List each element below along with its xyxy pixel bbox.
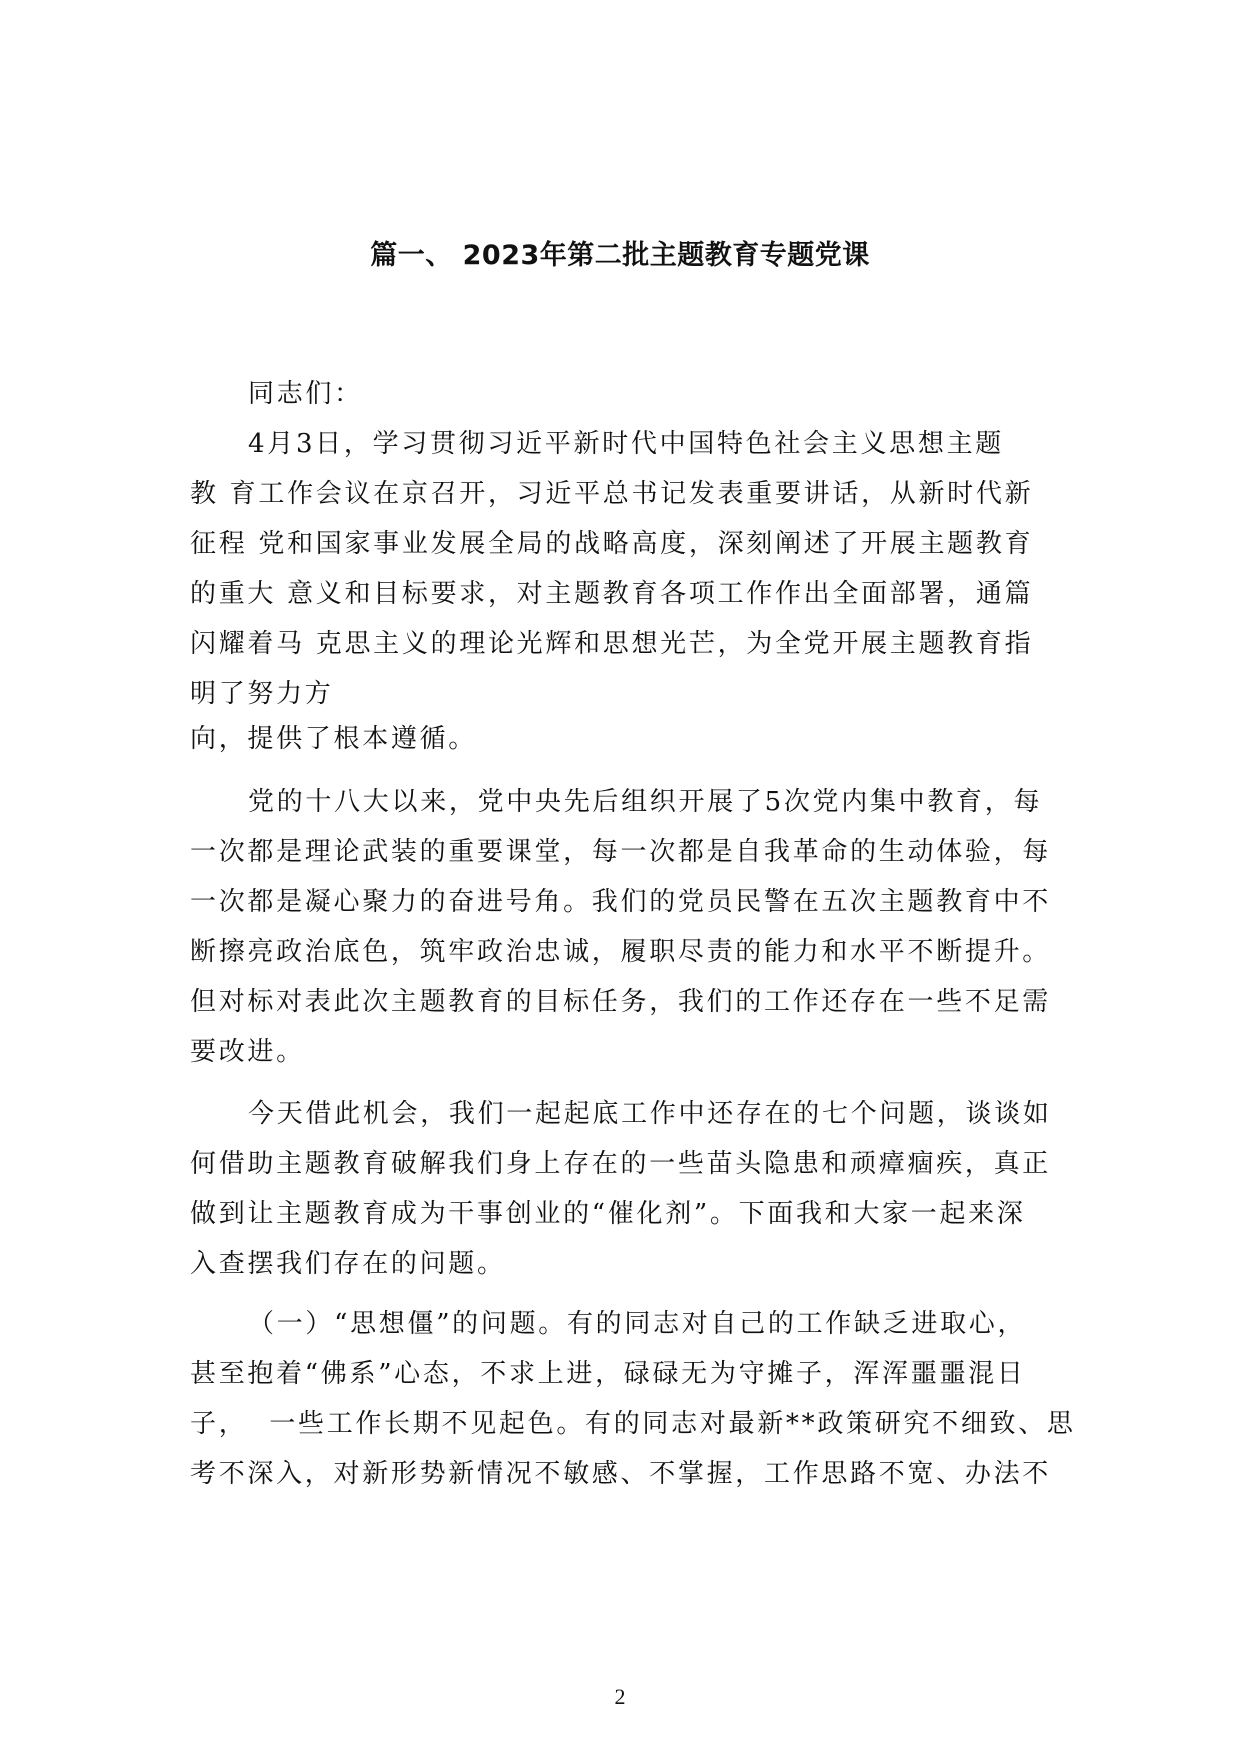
text-line: 4月3日，学习贯彻习近平新时代中国特色社会主义思想主题 xyxy=(248,429,1004,459)
text-line: 征程 党和国家事业发展全局的战略高度，深刻阐述了开展主题教育 xyxy=(190,529,1034,559)
text-line: 明了努力方 xyxy=(190,679,334,709)
page-number: 2 xyxy=(614,1684,626,1709)
text-line: （一）“思想僵”的问题。有的同志对自己的工作缺乏进取心， xyxy=(248,1309,1027,1339)
text-line: 一次都是凝心聚力的奋进号角。我们的党员民警在五次主题教育中不 xyxy=(190,887,1052,917)
text-line: 向，提供了根本遵循。 xyxy=(190,724,478,754)
text-line: 的重大 意义和目标要求，对主题教育各项工作作出全面部署，通篇 xyxy=(190,579,1034,609)
text-line: 考不深入，对新形势新情况不敏感、不掌握，工作思路不宽、办法不 xyxy=(190,1459,1052,1489)
text-line: 甚至抱着“佛系”心态，不求上进，碌碌无为守摊子，浑浑噩噩混日 xyxy=(190,1359,1026,1389)
text-line: 同志们： xyxy=(248,379,363,409)
text-line: 今天借此机会，我们一起起底工作中还存在的七个问题，谈谈如 xyxy=(248,1099,1052,1129)
text-line: 党的十八大以来，党中央先后组织开展了5次党内集中教育，每 xyxy=(248,787,1043,817)
text-line: 子， 一些工作长期不见起色。有的同志对最新**政策研究不细致、思 xyxy=(190,1409,1076,1439)
text-line: 做到让主题教育成为干事创业的“催化剂”。下面我和大家一起来深 xyxy=(190,1199,1026,1229)
text-line: 何借助主题教育破解我们身上存在的一些苗头隐患和顽瘴痼疾，真正 xyxy=(190,1149,1052,1179)
text-line: 一次都是理论武装的重要课堂，每一次都是自我革命的生动体验，每 xyxy=(190,837,1052,867)
text-line: 断擦亮政治底色，筑牢政治忠诚，履职尽责的能力和水平不断提升。 xyxy=(190,937,1052,967)
text-line: 教 育工作会议在京召开，习近平总书记发表重要讲话，从新时代新 xyxy=(190,479,1034,509)
text-line: 要改进。 xyxy=(190,1037,305,1067)
text-line: 入查摆我们存在的问题。 xyxy=(190,1249,506,1279)
document-title: 篇一、 2023年第二批主题教育专题党课 xyxy=(370,240,870,271)
text-line: 闪耀着马 克思主义的理论光辉和思想光芒，为全党开展主题教育指 xyxy=(190,629,1034,659)
text-line: 但对标对表此次主题教育的目标任务，我们的工作还存在一些不足需 xyxy=(190,987,1052,1017)
